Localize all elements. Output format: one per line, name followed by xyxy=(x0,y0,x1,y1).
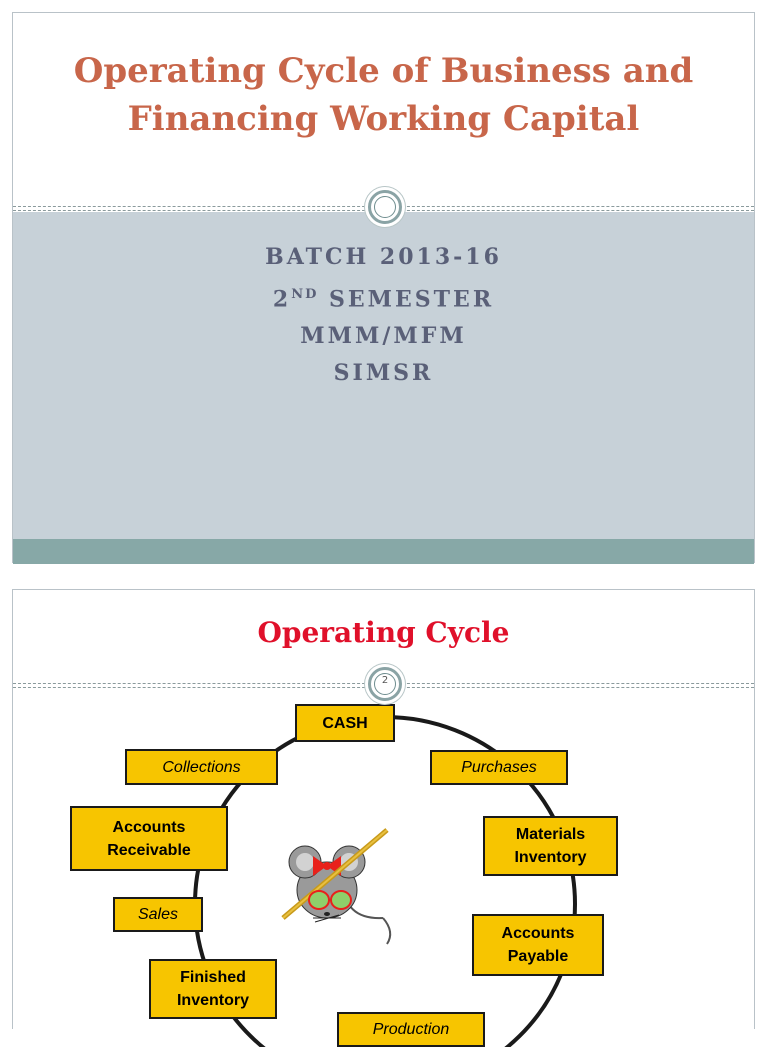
subtitle-block xyxy=(13,239,754,392)
production-box: Production xyxy=(337,1012,485,1047)
accounts-payable-box: Accounts Payable xyxy=(472,914,604,976)
slide-1-title: Operating Cycle of Business and Financing Working Capital xyxy=(73,51,694,139)
slide-2 xyxy=(12,589,755,1038)
semester-number: 2 xyxy=(272,286,292,313)
slide-2-title: Operating Cycle xyxy=(257,616,510,649)
program-line: MMM/MFM xyxy=(300,323,467,350)
institute-line: SIMSR xyxy=(333,360,434,387)
accounts-receivable-box: Accounts Receivable xyxy=(70,806,228,871)
collections-box: Collections xyxy=(125,749,278,785)
footer-bar xyxy=(13,539,754,564)
semester-line xyxy=(13,276,754,318)
sales-box: Sales xyxy=(113,897,203,932)
divider-ring-icon xyxy=(368,190,402,224)
materials-inventory-box: Materials Inventory xyxy=(483,816,618,876)
page-number-ring xyxy=(368,667,402,701)
batch-line: BATCH 2013-16 xyxy=(265,244,502,270)
finished-inventory-box: Finished Inventory xyxy=(149,959,277,1019)
mouse-with-pencil-icon xyxy=(283,820,433,940)
semester-label: SEMESTER xyxy=(329,286,495,313)
purchases-box: Purchases xyxy=(430,750,568,785)
semester-suffix: ND xyxy=(291,287,319,302)
slide-1 xyxy=(12,12,755,563)
cash-box: CASH xyxy=(295,704,395,742)
page-number: 2 xyxy=(381,675,389,686)
operating-cycle-diagram xyxy=(65,704,687,1038)
